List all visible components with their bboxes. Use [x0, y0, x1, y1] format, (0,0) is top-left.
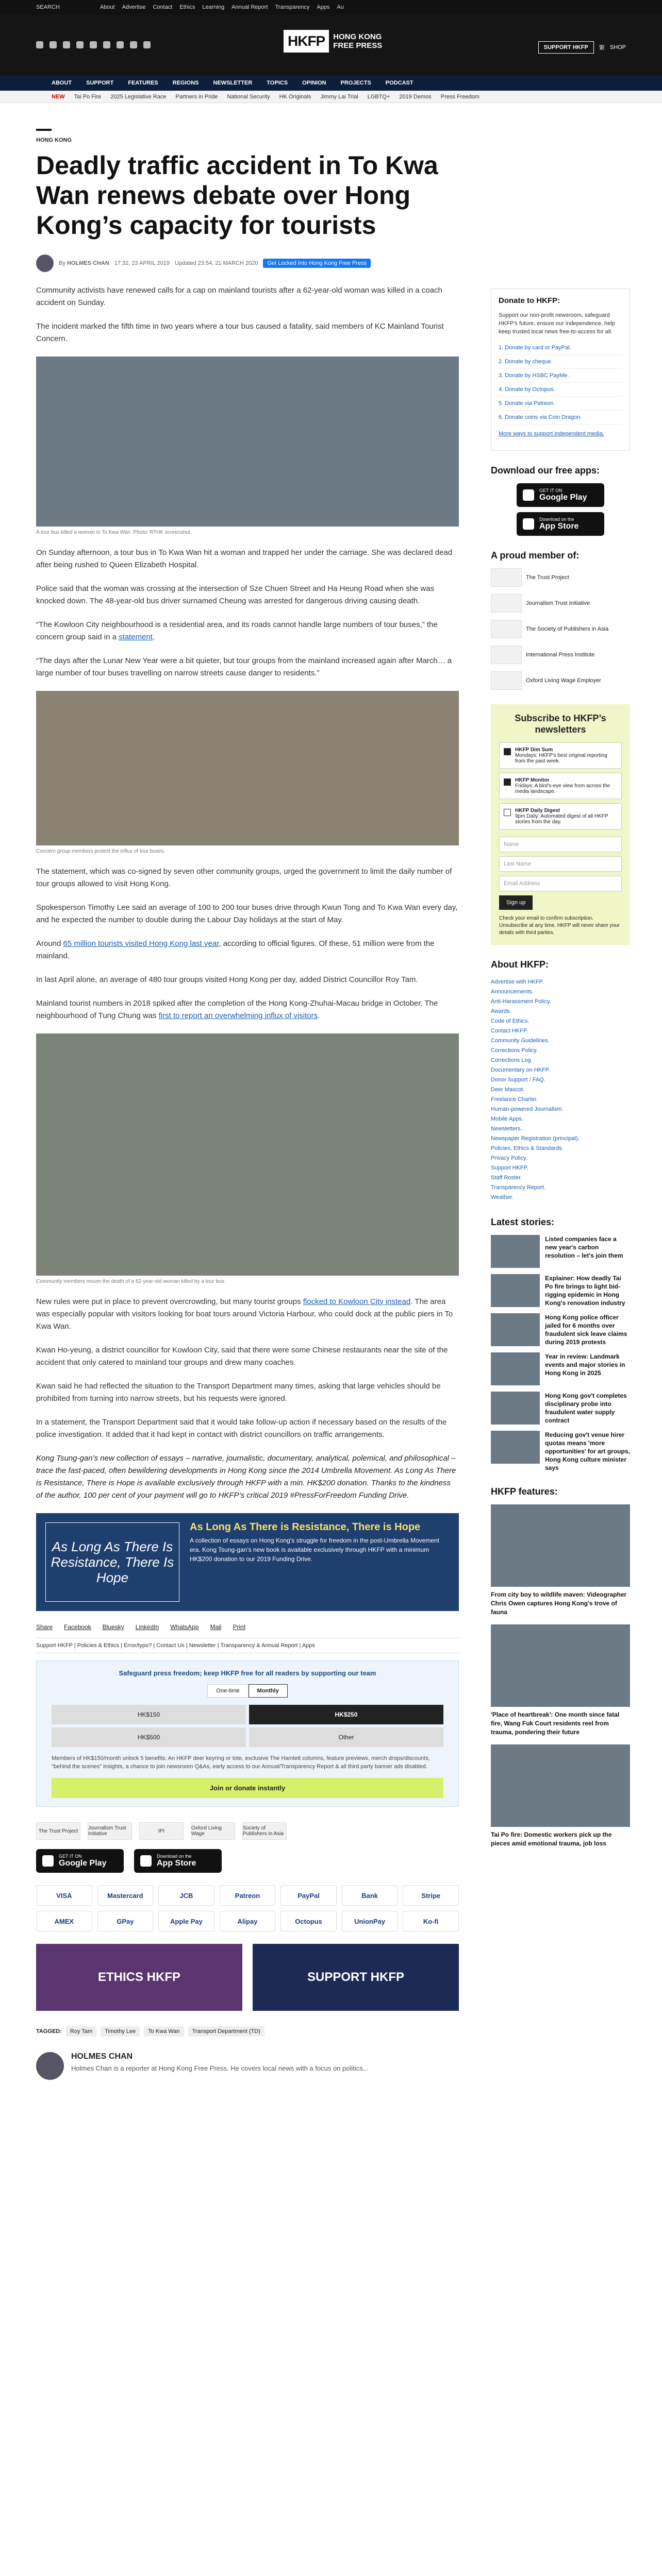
payment-methods [36, 1885, 459, 1931]
statement-link[interactable]: statement [119, 633, 153, 641]
mourning-photo [36, 1033, 459, 1276]
donate-method[interactable]: 2. Donate by cheque. [499, 355, 622, 369]
tab-monthly[interactable]: Monthly [249, 1684, 288, 1698]
donate-method[interactable]: 3. Donate by HSBC PayMe. [499, 369, 622, 383]
about-link[interactable]: Community Guidelines. [491, 1038, 550, 1044]
top-link[interactable]: Annual Report [231, 4, 268, 10]
google-play-badge[interactable]: GET IT ON Google Play [36, 1849, 124, 1873]
amount-option[interactable]: Other [249, 1727, 443, 1747]
author-name[interactable]: By HOLMES CHAN [59, 260, 109, 266]
amount-option-selected[interactable]: HK$250 [249, 1705, 443, 1724]
book-banner-text [190, 1522, 450, 1602]
member-logos [491, 568, 630, 690]
features-list [491, 1504, 630, 1848]
tag[interactable]: Timothy Lee [101, 2026, 140, 2037]
article-footer-links[interactable]: Support HKFP | Policies & Ethics | Error/typo? | Contact Us | Newsletter | Transparency & Annual Report | Apps [36, 1638, 459, 1653]
facebook-follow-button[interactable]: Get Locked Into Hong Kong Free Press [263, 259, 371, 268]
author-bio: Holmes Chan is a reporter at Hong Kong Free Press. He covers local news with a focus on politics... [71, 2064, 369, 2072]
top-link[interactable]: Learning [202, 4, 225, 10]
paragraph: Community activists have renewed calls for a cap on mainland tourists after a 62-year-old woman was killed in a coach accident on Sunday. [36, 286, 442, 307]
paragraph: Kwan Ho-yeung, a district councillor for Kowloon City, said that there were some Chinese restaurants near the site of the accident that only catered to mainland tour groups and drew many coaches. [36, 1346, 448, 1367]
stripe-icon: Stripe [403, 1885, 459, 1906]
author-box-name[interactable]: HOLMES CHAN [71, 2052, 133, 2061]
top-link[interactable]: Apps [317, 4, 330, 10]
member-item[interactable]: Oxford Living Wage Employer [491, 671, 630, 690]
book-cover: As Long As There Is Resistance, There Is Hope [45, 1522, 179, 1602]
latest-heading: Latest stories: [491, 1217, 555, 1227]
influx-link[interactable]: first to report an overwhelming influx of visitors [158, 1011, 318, 1020]
share-links [36, 1623, 459, 1631]
signup-button[interactable]: Sign up [499, 895, 533, 910]
tagged-label: TAGGED: [36, 2028, 62, 2035]
footer-logos [36, 1822, 459, 1840]
about-link[interactable]: Deer Mascot. [491, 1087, 525, 1093]
donate-list [499, 341, 622, 425]
ipi-logo[interactable]: IPI [139, 1822, 184, 1840]
support-promo[interactable]: SUPPORT HKFP [253, 1944, 459, 2011]
tags [36, 2026, 459, 2037]
trending-link[interactable]: Tai Po Fire [74, 93, 102, 100]
checkbox[interactable] [504, 809, 511, 816]
app-store-badge[interactable]: Download on the App Store [517, 512, 604, 536]
tag[interactable]: To Kwa Wan [144, 2026, 184, 2037]
protest-photo [36, 691, 459, 845]
article-kicker[interactable]: HONG KONG [36, 137, 72, 143]
trust-project-logo [491, 568, 522, 587]
unionpay-icon: UnionPay [342, 1911, 398, 1931]
about-link[interactable]: Support HKFP. [491, 1165, 528, 1171]
feature-image [491, 1504, 630, 1587]
about-link[interactable]: Contact HKFP. [491, 1028, 528, 1034]
telegram-icon[interactable] [130, 41, 137, 48]
visa-icon: VISA [36, 1885, 92, 1906]
trending-link[interactable]: Press Freedom [440, 93, 479, 100]
ipi-logo [491, 646, 522, 664]
social-icons [36, 41, 151, 48]
newsletter-option[interactable]: HKFP Daily Digest 9pm Daily: Automated digest of all HKFP stories from the day. [499, 803, 622, 829]
byline [36, 255, 459, 272]
top-link[interactable]: Advertise [122, 4, 146, 10]
jti-logo [491, 594, 522, 613]
bluesky-icon[interactable] [103, 41, 110, 48]
book-promo-text: Kong Tsung-gan’s new collection of essays – narrative, journalistic, documentary, analytical, polemical, and philosophical – trace the fast-paced, often bewildering developments in Hong Kong since the 2014 Umbrella Movement. As Long As There is Resistance, There is Hope is available exclusively through HKFP with a min. HK$200 donation. Thanks to the kindness of the author, 100 per cent of your payment will go to HKFP’s critical 2019 #PressForFreedom Funding Drive. [36, 1454, 456, 1500]
more-ways-link[interactable]: More ways to support independent media. [499, 431, 604, 437]
member-item[interactable]: The Society of Publishers in Asia [491, 620, 630, 638]
trending-link[interactable]: Partners in Pride [175, 93, 218, 100]
book-banner[interactable] [36, 1513, 459, 1611]
member-item[interactable]: International Press Institute [491, 646, 630, 664]
paragraph: In last April alone, an average of 480 tour groups visited Hong Kong per day, added District Councillor Roy Tam. [36, 975, 418, 984]
donate-title: Donate to HKFP: [499, 296, 560, 305]
last-name-field[interactable]: Last Name [499, 856, 622, 872]
share-linkedin[interactable]: LinkedIn [135, 1623, 159, 1631]
instagram-icon[interactable] [63, 41, 70, 48]
about-link[interactable]: Newsletters. [491, 1126, 522, 1132]
top-link[interactable]: About [100, 4, 115, 10]
thumbnail [491, 1352, 540, 1385]
member-item[interactable]: The Trust Project [491, 568, 630, 587]
new-label: NEW [52, 93, 65, 100]
living-wage-logo [491, 671, 522, 690]
search-link[interactable]: SEARCH [36, 4, 60, 10]
name-field[interactable]: Name [499, 837, 622, 852]
donate-widget [491, 289, 630, 451]
kowloon-city-link[interactable]: flocked to Kowloon City instead [303, 1297, 411, 1306]
app-store-badges [36, 1849, 459, 1873]
amount-option[interactable]: HK$150 [52, 1705, 246, 1724]
amount-option[interactable]: HK$500 [52, 1727, 246, 1747]
paragraph: Mainland tourist numbers in 2018 spiked after the completion of the Hong Kong-Zhuhai-Macau bridge in October. The neighbourhood of Tung Chung was first to report an overwhelming influx of visitors. [36, 999, 438, 1020]
share-bluesky[interactable]: Bluesky [102, 1623, 124, 1631]
latest-item[interactable]: Reducing gov't venue hirer quotas means 'more opportunities' for art groups, Hong Kong culture minister says [491, 1431, 630, 1472]
thumbnail [491, 1313, 540, 1346]
paragraph: “The days after the Lunar New Year were a bit quieter, but tour groups from the mainland increased again after March… a large number of tour buses travelling on narrow streets cause danger to residents.” [36, 656, 452, 677]
about-link[interactable]: Corrections Policy. [491, 1047, 538, 1054]
site-logo[interactable] [284, 30, 382, 53]
nav-item[interactable]: PROJECTS [340, 80, 371, 86]
applepay-icon: Apple Pay [158, 1911, 214, 1931]
publish-date: 17:32, 23 APRIL 2019 [114, 260, 170, 266]
donation-amounts [52, 1705, 443, 1747]
latest-item[interactable]: Explainer: How deadly Tai Po fire brings to light bid-rigging epidemic in Hong Kong's renovation industry [491, 1274, 630, 1307]
thumbnail [491, 1392, 540, 1425]
feature-image [491, 1744, 630, 1827]
about-link[interactable]: Staff Roster. [491, 1175, 522, 1181]
paragraph: Spokesperson Timothy Lee said an average of 100 to 200 tour buses drive through Kwun Tong and To Kwa Wan every day, and he expected the number to double during the Labour Day holidays at the start of May. [36, 903, 458, 924]
newsletter-widget [491, 704, 630, 945]
language-toggle[interactable]: 繁 [599, 45, 605, 51]
updated-date: Updated 23:54, 21 MARCH 2020 [175, 260, 258, 266]
donate-method[interactable]: 5. Donate via Patreon. [499, 397, 622, 411]
photo-caption: Community members mourn the death of a 62-year-old woman killed by a tour bus. [36, 1279, 226, 1284]
newsletter-title: Subscribe to HKFP’s newsletters [515, 713, 606, 735]
tag[interactable]: Roy Tam [66, 2026, 96, 2037]
photo-caption: Concern group members protest the influx of tour buses. [36, 849, 166, 854]
sopa-logo [491, 620, 522, 638]
top-link[interactable]: Au [337, 4, 344, 10]
play-icon [523, 489, 534, 501]
about-list [491, 977, 630, 1202]
paragraph: Police said that the woman was crossing at the intersection of Sze Chuen Street and Ha Heung Road when she was knocked down. The 48-year-old bus driver surnamed Cheung was arrested for dangerous driving causing death. [36, 584, 435, 605]
share-whatsapp[interactable]: WhatsApp [170, 1623, 199, 1631]
trending-link[interactable]: LGBTQ+ [367, 93, 390, 100]
app-store-badge[interactable]: Download on the App Store [134, 1849, 222, 1873]
about-link[interactable]: Privacy Policy. [491, 1155, 527, 1161]
feature-image [491, 1624, 630, 1707]
shop-link[interactable]: SHOP [609, 44, 626, 50]
author-box [36, 2052, 459, 2080]
donation-box [36, 1660, 459, 1807]
paragraph: On Sunday afternoon, a tour bus in To Kwa Wan hit a woman and trapped her under the carriage. She was declared dead after being rushed to Queen Elizabeth Hospital. [36, 548, 453, 569]
kicker-rule [36, 129, 52, 131]
about-link[interactable]: Policies, Ethics & Standards. [491, 1145, 564, 1151]
feature-item[interactable]: 'Place of heartbreak': One month since fatal fire, Wang Fuk Court residents reel from trauma, pondering their future [491, 1624, 630, 1736]
sidebar-app-badges [491, 483, 630, 536]
membership-note: Members of HK$150/month unlock 5 benefits: An HKFP deer keyring or tote, exclusive The Hamlett columns, feature previews, merch drops/discounts, "behind the scenes" insights, a chance to join newsroom Q&As, early access to our Annual/Transparency Report & all third party banner ads disabled. [52, 1755, 430, 1770]
nav-item[interactable]: OPINION [302, 80, 326, 86]
paragraph: New rules were put in place to prevent overcrowding, but many tourist groups flocked to Kowloon City instead. The area was especially popular with visitors looking for boat tours around Victoria Harbour, who could dock at the public piers in To Kwa Wan. [36, 1297, 453, 1331]
threads-icon[interactable] [76, 41, 84, 48]
google-play-badge[interactable]: GET IT ON Google Play [517, 483, 604, 507]
top-link[interactable]: Ethics [179, 4, 195, 10]
about-link[interactable]: Advertise with HKFP. [491, 979, 544, 985]
article-title: Deadly traffic accident in To Kwa Wan renews debate over Hong Kong’s capacity for tourists [36, 151, 438, 240]
trending-link[interactable]: 2019 Demos [399, 93, 432, 100]
book-banner-title: As Long As There is Resistance, There is Hope [190, 1521, 421, 1533]
about-link[interactable]: Announcements. [491, 989, 534, 995]
apple-icon [523, 518, 534, 530]
about-link[interactable]: Freelance Charter. [491, 1096, 538, 1103]
nav-item[interactable]: NEWSLETTER [213, 80, 253, 86]
about-link[interactable]: Human-powered Journalism. [491, 1106, 564, 1112]
latest-item[interactable]: Listed companies face a new year's carbon resolution – let's join them [491, 1235, 630, 1268]
paragraph: Around 65 million tourists visited Hong Kong last year, according to official figures. Of these, 51 million were from the mainland. [36, 939, 435, 960]
email-icon[interactable] [143, 41, 151, 48]
join-button[interactable]: Join or donate instantly [52, 1778, 443, 1798]
nav-item[interactable]: ABOUT [52, 80, 72, 86]
living-wage-logo[interactable]: Oxford Living Wage [191, 1822, 235, 1840]
alipay-icon: Alipay [220, 1911, 276, 1931]
bank-icon: Bank [342, 1885, 398, 1906]
about-link[interactable]: Weather. [491, 1194, 514, 1200]
about-link[interactable]: Newspaper Registration (principal). [491, 1136, 580, 1142]
promo-banners [36, 1944, 459, 2011]
sopa-logo[interactable]: Society of Publishers in Asia [242, 1822, 287, 1840]
latest-list [491, 1235, 630, 1472]
site-header [0, 14, 662, 75]
about-link[interactable]: Transparency Report. [491, 1184, 545, 1191]
top-links [100, 4, 344, 10]
apple-icon [140, 1855, 152, 1867]
about-link[interactable]: Code of Ethics. [491, 1018, 529, 1024]
article-main [36, 129, 459, 2080]
trending-link[interactable]: 2025 Legislative Race [110, 93, 167, 100]
trending-link[interactable]: Jimmy Lai Trial [320, 93, 358, 100]
gpay-icon: GPay [97, 1911, 154, 1931]
sidebar [491, 289, 630, 1856]
about-link[interactable]: Documentary on HKFP. [491, 1067, 550, 1073]
feature-item[interactable]: Tai Po fire: Domestic workers pick up the pieces amid emotional trauma, job loss [491, 1744, 630, 1848]
paragraph: The statement, which was co-signed by seven other community groups, urged the government to limit the daily number of tour groups allowed to visit Hong Kong. [36, 867, 452, 888]
kofi-icon: Ko-fi [403, 1911, 459, 1931]
tag[interactable]: Transport Department (TD) [188, 2026, 264, 2037]
header-actions [538, 41, 626, 54]
apps-heading: Download our free apps: [491, 465, 600, 476]
nav-item[interactable]: PODCAST [385, 80, 413, 86]
thumbnail [491, 1235, 540, 1268]
nav-item[interactable]: TOPICS [267, 80, 288, 86]
play-icon [42, 1855, 54, 1867]
amex-icon: AMEX [36, 1911, 92, 1931]
donate-method[interactable]: 4. Donate by Octopus. [499, 383, 622, 397]
bus-photo [36, 357, 459, 527]
main-nav [0, 75, 662, 91]
checkbox[interactable] [504, 778, 511, 786]
top-bar [0, 0, 662, 14]
logo-mark: HKFP [284, 30, 329, 53]
paragraph: In a statement, the Transport Department said that it would take follow-up action if necessary based on the results of the police investigation. It added that it had kept in contact with district councillors on traffic arrangements. [36, 1418, 447, 1439]
share-facebook[interactable]: Facebook [64, 1623, 91, 1631]
patreon-icon: Patreon [220, 1885, 276, 1906]
feature-item[interactable]: From city boy to wildlife maven: Videographer Chris Owen captures Hong Kong's trove of fauna [491, 1504, 630, 1616]
top-link[interactable]: Transparency [275, 4, 310, 10]
latest-item[interactable]: Hong Kong police officer jailed for 6 months over fraudulent sick leave claims during 2019 protests [491, 1313, 630, 1346]
donation-headline: Safeguard press freedom; keep HKFP free for all readers by supporting our team [119, 1669, 376, 1677]
trending-bar [0, 91, 662, 103]
checkbox[interactable] [504, 748, 511, 755]
donate-intro: Support our non-profit newsroom, safeguard HKFP's future, ensure our independence, help keep trusted local news free-to-access for all. [499, 312, 615, 335]
trending-link[interactable]: National Security [227, 93, 270, 100]
logo-text: HONG KONG FREE PRESS [333, 32, 383, 50]
tab-one-time[interactable]: One-time [207, 1684, 248, 1698]
latest-item[interactable]: Year in review: Landmark events and major stories in Hong Kong in 2025 [491, 1352, 630, 1385]
latest-item[interactable]: Hong Kong gov't completes disciplinary probe into fraudulent water supply contract [491, 1392, 630, 1425]
book-banner-body: A collection of essays on Hong Kong’s struggle for freedom in the post-Umbrella Movement era. Kong Tsung-gan’s new book is available exclusively through HKFP with a minimum HK$200 donation to our 2019 Funding Drive. [190, 1537, 440, 1563]
about-link[interactable]: Awards. [491, 1008, 511, 1014]
newsletter-note: Check your email to confirm subscription. Unsubscribe at any time. HKFP will never share your details with third parties. [499, 916, 620, 936]
email-field[interactable]: Email Address [499, 876, 622, 891]
about-link[interactable]: Corrections Log. [491, 1057, 533, 1063]
share-mail[interactable]: Mail [210, 1623, 222, 1631]
member-heading: A proud member of: [491, 550, 580, 561]
paragraph: “The Kowloon City neighbourhood is a residential area, and its roads cannot handle large numbers of tour buses,” the concern group said in a statement. [36, 620, 438, 641]
thumbnail [491, 1431, 540, 1464]
thumbnail [491, 1274, 540, 1307]
about-link[interactable]: Anti-Harassment Policy. [491, 998, 551, 1005]
linkedin-icon[interactable] [117, 41, 124, 48]
ethics-promo[interactable]: ETHICS HKFP [36, 1944, 242, 2011]
paragraph: Kwan said he had reflected the situation to the Transport Department many times, asking that large vehicles should be prohibited from turning into narrow streets, but his requests were ignored. [36, 1382, 441, 1403]
share-label: Share [36, 1623, 53, 1631]
trust-project-logo[interactable]: The Trust Project [36, 1822, 80, 1840]
donate-method[interactable]: 6. Donate coins via Coin Dragon. [499, 411, 622, 425]
about-link[interactable]: Mobile Apps. [491, 1116, 523, 1122]
octopus-icon: Octopus [280, 1911, 337, 1931]
youtube-icon[interactable] [90, 41, 97, 48]
share-print[interactable]: Print [233, 1623, 246, 1631]
features-heading: HKFP features: [491, 1486, 558, 1497]
paragraph: The incident marked the fifth time in two years where a tour bus caused a fatality, said members of KC Mainland Tourist Concern. [36, 322, 444, 343]
support-button[interactable]: SUPPORT HKFP [538, 41, 594, 54]
paypal-icon: PayPal [280, 1885, 337, 1906]
top-link[interactable]: Contact [153, 4, 173, 10]
donation-tabs [45, 1684, 450, 1698]
tourists-link[interactable]: 65 million tourists visited Hong Kong last year [63, 939, 219, 948]
trending-link[interactable]: HK Originals [279, 93, 311, 100]
author-avatar [36, 2052, 64, 2080]
jti-logo[interactable]: Journalism Trust Initiative [88, 1822, 132, 1840]
nav-item[interactable]: SUPPORT [86, 80, 114, 86]
newsletter-option[interactable]: HKFP Monitor Fridays: A bird's-eye view from across the media landscape. [499, 773, 622, 799]
mastercard-icon: Mastercard [97, 1885, 154, 1906]
about-heading: About HKFP: [491, 959, 549, 970]
member-item[interactable]: Journalism Trust Initiative [491, 594, 630, 613]
nav-item[interactable]: REGIONS [172, 80, 199, 86]
nav-item[interactable]: FEATURES [128, 80, 158, 86]
x-icon[interactable] [49, 41, 57, 48]
donate-method[interactable]: 1. Donate by card or PayPal. [499, 341, 622, 355]
author-avatar [36, 255, 54, 272]
newsletter-option[interactable]: HKFP Dim Sum Mondays: HKFP's best original reporting from the past week. [499, 742, 622, 769]
photo-caption: A tour bus killed a woman in To Kwa Wan. Photo: RTHK screenshot. [36, 530, 192, 535]
about-link[interactable]: Donor Support / FAQ. [491, 1077, 545, 1083]
jcb-icon: JCB [158, 1885, 214, 1906]
facebook-icon[interactable] [36, 41, 43, 48]
